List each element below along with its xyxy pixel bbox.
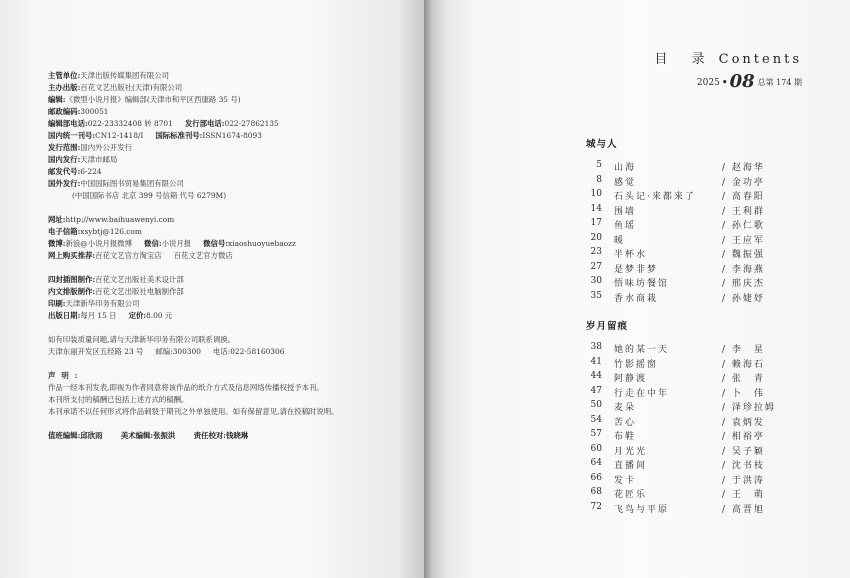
toc-page-number: 27: [590, 261, 602, 272]
toc-page-number: 54: [590, 414, 602, 425]
toc-entry-title: 飞鸟与平原: [614, 504, 670, 515]
toc-entry[interactable]: [586, 262, 796, 277]
foreign-note: (中国国际书店 北京 399 号信箱 代号 6279M): [72, 191, 227, 200]
toc-page-number: 64: [590, 458, 602, 468]
toc-entry[interactable]: [586, 371, 796, 386]
website-row: 网址:http://www.baihuawenyi.com: [48, 215, 175, 224]
toc-page-number: 41: [590, 356, 602, 367]
left-page: [0, 0, 424, 578]
toc-entry[interactable]: [586, 204, 796, 219]
toc-entry[interactable]: [586, 342, 796, 357]
domestic-row: 国内发行:天津市邮局: [48, 155, 118, 164]
toc-entry-title: 花匠乐: [614, 490, 648, 500]
toc-entry-author: / 魏振强: [722, 250, 765, 260]
toc-page-number: 68: [590, 487, 602, 497]
toc-entry-author: / 高春阳: [722, 192, 765, 202]
toc-page-number: 35: [590, 290, 602, 301]
toc-page-number: 30: [590, 276, 602, 286]
range-row: 发行范围:国内外公开发行: [48, 143, 133, 152]
right-page: [424, 0, 850, 578]
toc-page-number: 14: [590, 203, 602, 214]
phones-row: 编辑部电话:022-23332408 转 8701 发行部电话:022-27862135: [48, 119, 279, 128]
toc-entry-title: 香水商栽: [614, 293, 659, 304]
toc-entry-title: 感觉: [614, 177, 637, 188]
toc-entry-title: 月光光: [614, 446, 648, 457]
toc-title: 目 录 Contents: [654, 52, 802, 67]
toc-entry-author: / 沈书枝: [722, 461, 765, 471]
toc-entry[interactable]: [586, 444, 796, 459]
postcode-row: 邮政编码:300051: [48, 107, 109, 116]
toc-entry-author: / 赵海华: [722, 163, 765, 173]
email-link[interactable]: xsybtj@126.com: [80, 227, 142, 236]
toc-page-number: 47: [590, 385, 602, 396]
declaration-line: 本刊承诺不以任何形式将作品刺裂于期刊之外单独使用。如有保留意见,请在投稿时说明。: [48, 407, 339, 416]
toc-entry-author: / 高晋旭: [722, 504, 765, 515]
toc-page-number: 8: [596, 174, 602, 185]
toc-page-number: 23: [590, 247, 602, 257]
toc-entry-title: 是梦非梦: [614, 264, 659, 275]
declaration-title: 声明:: [48, 371, 84, 380]
foreign-row: 国外发行:中国国际图书贸易集团有限公司: [48, 179, 184, 188]
toc-entry[interactable]: [586, 473, 796, 488]
toc-entry[interactable]: [586, 400, 796, 415]
factory-row: 天津东丽开发区五经路 23 号 邮编:300300 电话:022-58160306: [48, 347, 285, 356]
toc-entry-title: 发卡: [614, 475, 637, 486]
toc-page-number: 44: [590, 371, 602, 381]
toc-entry-title: 暖: [614, 235, 626, 246]
postal-code-row: 邮发代号:6-224: [48, 167, 102, 176]
toc-entry-author: / 吴子颖: [722, 446, 765, 457]
proof-editor: 责任校对:钱晓琳: [193, 431, 249, 440]
toc-page-number: 60: [590, 443, 602, 454]
website-link[interactable]: http://www.baihuawenyi.com: [65, 215, 175, 224]
toc-entry-author: / 赖海石: [722, 359, 765, 370]
toc-entry-author: / 相裕亭: [722, 432, 765, 442]
toc-entry-title: 悟味坊餐馆: [614, 279, 670, 289]
toc-entry[interactable]: [586, 218, 796, 233]
toc-entry-title: 围墙: [614, 206, 637, 217]
toc-entry-title: 阿静渡: [614, 374, 648, 384]
toc-entry[interactable]: [586, 357, 796, 372]
toc-entry-title: 竹影摇窗: [614, 359, 659, 370]
section-title: 城与人: [586, 139, 618, 150]
toc-entry-title: 她的某一天: [614, 345, 670, 355]
toc-entry[interactable]: [586, 386, 796, 401]
toc-entry-author: / 于洪涛: [722, 475, 765, 486]
section-title: 岁月留痕: [586, 321, 629, 332]
toc-entry-title: 鱼瑶: [614, 221, 637, 231]
toc-page-number: 38: [590, 342, 602, 352]
toc-page-number: 17: [590, 218, 602, 228]
toc-section-city: [586, 136, 796, 305]
colophon: [48, 70, 408, 442]
toc-entry-title: 布鞋: [614, 432, 637, 442]
editors-row: [48, 430, 408, 442]
duty-editor: 值班编辑:邱欣雨: [48, 431, 103, 440]
toc-entry-author: / 泽珍拉姆: [722, 403, 776, 413]
toc-entry-title: 石头记·来都来了: [614, 192, 696, 202]
toc-entry[interactable]: [586, 276, 796, 291]
toc-entry[interactable]: [586, 175, 796, 190]
toc-page-number: 50: [590, 400, 602, 410]
toc-entry[interactable]: [586, 291, 796, 306]
toc-page-number: 20: [590, 232, 602, 243]
shop-row: 网上购买推荐:百花文艺官方淘宝店 百花文艺官方微店: [48, 251, 233, 260]
toc-list: [586, 160, 796, 305]
toc-entry-author: / 王 萌: [722, 490, 765, 500]
toc-entry-author: / 李海燕: [722, 264, 765, 275]
layout-row: 内文排版制作:百花文艺出版社电脑制作部: [48, 287, 184, 296]
email-row: 电子信箱:xsybtj@126.com: [48, 227, 142, 236]
declaration-line: 本刊所支付的稿酬已包括上述方式的稿酬。: [48, 395, 189, 404]
print-row: 印刷:天津新华印务有限公司: [48, 299, 140, 308]
toc-entry[interactable]: [586, 429, 796, 444]
toc-entry-title: 半杯水: [614, 250, 648, 260]
toc-entry-author: / 金功亭: [722, 177, 765, 188]
issue-info: 2025 • 08 总第 174 期: [696, 71, 802, 92]
publisher-row: 主办出版:百花文艺出版社(天津)有限公司: [48, 83, 183, 92]
toc-entry-author: / 王应军: [722, 235, 765, 246]
editor-office-row: 编辑:《微型小说月报》编辑部(天津市和平区西康路 35 号): [48, 95, 241, 104]
art-editor: 美术编辑:张振洪: [120, 431, 176, 440]
toc-entry-author: / 李 星: [722, 345, 765, 355]
toc-page-number: 57: [590, 429, 602, 439]
cn-row: 国内统一刊号:CN12-1418/I 国际标准刊号:ISSN1674-8093: [48, 131, 262, 140]
toc-section-years: [586, 318, 796, 516]
toc-entry[interactable]: [586, 233, 796, 248]
toc-entry-title: 行走在中年: [614, 388, 670, 399]
toc-list: [586, 342, 796, 516]
toc-header: [655, 48, 802, 92]
toc-entry-author: / 王利群: [722, 206, 765, 217]
toc-page-number: 72: [590, 501, 602, 512]
toc-page-number: 66: [590, 472, 602, 483]
weibo-row: 微博:新浪@小说月报微博 微信:小说月报 微信号:xiaoshuoyuebaozz: [48, 239, 296, 248]
toc-page-number: 10: [590, 189, 602, 199]
toc-entry-title: 山海: [614, 163, 637, 173]
toc-entry[interactable]: [586, 247, 796, 262]
toc-entry[interactable]: [586, 502, 796, 517]
declaration-line: 作品一经本刊发表,即视为作者同意将该作品的纸介方式及信息网络传播权授予本刊。: [48, 383, 324, 392]
toc-page-number: 5: [596, 160, 602, 170]
toc-entry[interactable]: [586, 487, 796, 502]
toc-entry[interactable]: [586, 415, 796, 430]
toc-entry[interactable]: [586, 458, 796, 473]
toc-entry-author: / 张 青: [722, 374, 765, 384]
toc-entry-title: 苦心: [614, 417, 637, 428]
quality-notice: 如有印装质量问题,请与天津新华印务有限公司联系调换。: [48, 335, 236, 344]
supervisor-row: 主管单位:天津出版传媒集团有限公司: [48, 71, 169, 80]
toc-entry-title: 直播间: [614, 461, 648, 471]
toc-entry-title: 麦朵: [614, 403, 637, 413]
toc-entry-author: / 邢庆杰: [722, 279, 765, 289]
cover-design-row: 四封插图制作:百花文艺出版社美术设计部: [48, 275, 184, 284]
toc-entry-author: / 孙婕妤: [722, 293, 765, 304]
issue-number: 08: [729, 71, 755, 92]
toc-entry[interactable]: [586, 189, 796, 204]
toc-entry-author: / 孙仁歌: [722, 221, 765, 231]
toc-entry-author: / 卜 伟: [722, 388, 765, 399]
pub-date-row: 出版日期:每月 15 日 定价:8.00 元: [48, 311, 173, 320]
toc-entry-author: / 袁炳发: [722, 417, 765, 428]
toc-entry[interactable]: [586, 160, 796, 175]
